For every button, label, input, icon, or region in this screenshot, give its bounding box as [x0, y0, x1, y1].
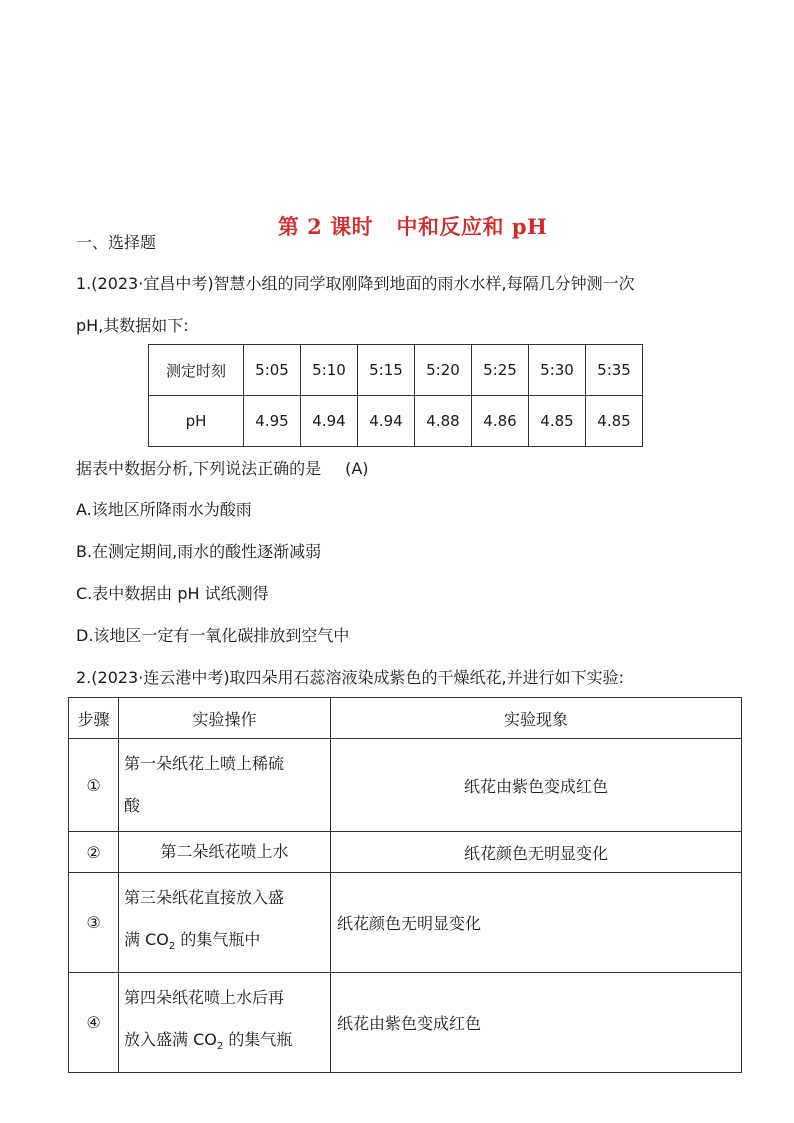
table-cell: 4.94 [358, 396, 415, 447]
table-row [69, 973, 742, 1073]
table-header-cell: pH [149, 396, 244, 447]
table-cell: 4.85 [529, 396, 586, 447]
q1-answer: (A) [345, 459, 369, 478]
ph-data-table [148, 344, 643, 447]
table-row [69, 739, 742, 832]
table-cell: 5:05 [244, 345, 301, 396]
table-cell: 5:35 [586, 345, 643, 396]
table-row [69, 832, 742, 873]
table-cell: 5:30 [529, 345, 586, 396]
experiment-table [68, 697, 742, 1073]
section-heading: 一、选择题 [76, 233, 157, 252]
table-row [69, 873, 742, 973]
step-number: ① [69, 739, 119, 832]
phenomenon-cell: 纸花由紫色变成红色 [331, 739, 742, 832]
phenomenon-cell: 纸花颜色无明显变化 [331, 873, 742, 973]
q1-question-text: 据表中数据分析,下列说法正确的是 [76, 459, 322, 478]
phenomenon-cell: 纸花由紫色变成红色 [331, 973, 742, 1073]
q1-stem-line1: 1.(2023·宜昌中考)智慧小组的同学取刚降到地面的雨水水样,每隔几分钟测一次 [76, 274, 635, 293]
table-header-cell: 步骤 [69, 698, 119, 739]
title-topic: 中和反应和 pH [396, 214, 548, 239]
q1-question [76, 457, 369, 481]
table-cell: 5:20 [415, 345, 472, 396]
table-cell: 4.95 [244, 396, 301, 447]
table-cell: 4.94 [301, 396, 358, 447]
q2-stem: 2.(2023·连云港中考)取四朵用石蕊溶液染成紫色的干燥纸花,并进行如下实验: [76, 668, 625, 687]
step-number: ② [69, 832, 119, 873]
step-number: ④ [69, 973, 119, 1073]
q1-option-b: B.在测定期间,雨水的酸性逐渐减弱 [76, 542, 322, 561]
operation-cell: 第一朵纸花上喷上稀硫 酸 [119, 739, 331, 832]
table-cell: 5:15 [358, 345, 415, 396]
operation-cell: 第四朵纸花喷上水后再 放入盛满 $CO_2$ 的集气瓶 [119, 973, 331, 1073]
table-header-cell: 实验操作 [119, 698, 331, 739]
table-cell: 4.86 [472, 396, 529, 447]
table-row [69, 698, 742, 739]
phenomenon-cell: 纸花颜色无明显变化 [331, 832, 742, 873]
q1-stem-line2: pH,其数据如下: [76, 316, 189, 335]
table-cell: 4.85 [586, 396, 643, 447]
operation-cell: 第二朵纸花喷上水 [119, 832, 331, 873]
q1-option-a: A.该地区所降雨水为酸雨 [76, 500, 252, 519]
table-row [149, 345, 643, 396]
table-cell: 5:25 [472, 345, 529, 396]
table-cell: 5:10 [301, 345, 358, 396]
q1-option-c: C.表中数据由 pH 试纸测得 [76, 584, 269, 603]
title-lesson: 第 2 课时 [277, 214, 374, 239]
table-row [149, 396, 643, 447]
operation-cell: 第三朵纸花直接放入盛 满 $CO_2$ 的集气瓶中 [119, 873, 331, 973]
q1-option-d: D.该地区一定有一氧化碳排放到空气中 [76, 626, 350, 645]
table-cell: 4.88 [415, 396, 472, 447]
table-header-cell: 实验现象 [331, 698, 742, 739]
step-number: ③ [69, 873, 119, 973]
table-header-cell: 测定时刻 [149, 345, 244, 396]
